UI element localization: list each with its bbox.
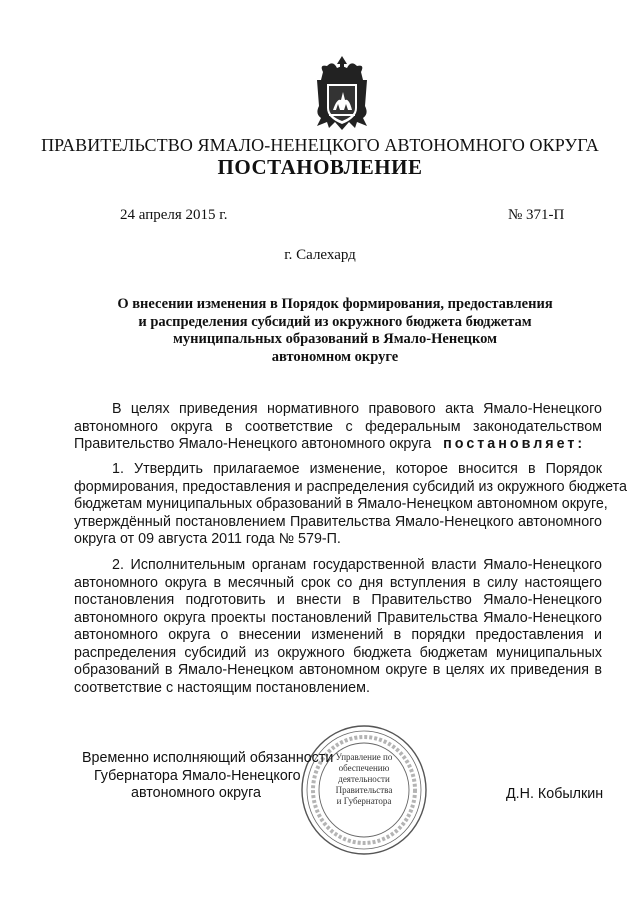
paragraph-line: распределения субсидий из окружного бюджета бюджетам муниципальных — [74, 644, 602, 661]
paragraph-line: автономного округа о внесении изменений в порядки предоставления и — [74, 627, 602, 643]
paragraph-line: постановления подготовить и внести в Правительство Ямало-Ненецкого — [74, 592, 602, 608]
paragraph-line: автономного округа в соответствие с федеральным законодательством — [74, 418, 602, 435]
item-2-paragraph — [74, 557, 602, 697]
stamp-line: Управление по — [335, 752, 393, 762]
coat-of-arms-emblem — [311, 54, 373, 136]
stamp-line: и Губернатора — [336, 796, 392, 806]
paragraph-line: утверждённый постановлением Правительства Ямало-Ненецкого автономного — [74, 513, 602, 530]
title-line: муниципальных образований в Ямало-Ненецком — [172, 331, 497, 348]
document-number: № 371-П — [508, 207, 565, 223]
item-1-paragraph — [74, 461, 627, 549]
signatory-name: Д.Н. Кобылкин — [506, 786, 604, 802]
paragraph-line: формирования, предоставления и распределения субсидий из окружного бюджета — [74, 478, 627, 495]
preamble-paragraph — [74, 401, 602, 454]
paragraph-line: 1. Утвердить прилагаемое изменение, которое вносится в Порядок — [112, 461, 602, 477]
stamp-line: Правительства — [335, 785, 393, 795]
title-line: О внесении изменения в Порядок формирования, предоставления — [117, 296, 553, 312]
decree-word: постановляет: — [443, 436, 586, 452]
position-line: Временно исполняющий обязанности — [82, 750, 334, 766]
stamp-line: деятельности — [338, 774, 390, 784]
organization-name: ПРАВИТЕЛЬСТВО ЯМАЛО-НЕНЕЦКОГО АВТОНОМНОГО ОКРУГА — [41, 135, 599, 155]
document-type-heading: ПОСТАНОВЛЕНИЕ — [217, 155, 423, 179]
title-line: и распределения субсидий из окружного бюджета бюджетам — [138, 313, 532, 330]
paragraph-line: автономного округа в месячный срок со дня вступления в силу настоящего — [74, 574, 602, 591]
position-line: автономного округа — [131, 785, 261, 801]
paragraph-line: соответствие с настоящим постановлением. — [74, 679, 370, 696]
preamble-subject: Правительство Ямало-Ненецкого автономного округа — [74, 436, 432, 452]
paragraph-line — [74, 436, 602, 454]
paragraph-line: бюджетам муниципальных образований в Ямало-Ненецком автономном округе, — [74, 496, 608, 512]
document-title — [100, 296, 570, 366]
paragraph-line: образований в Ямало-Ненецком автономном округе в целях их приведения в — [74, 662, 602, 678]
paragraph-line: 2. Исполнительным органам государственной власти Ямало-Ненецкого — [112, 557, 602, 573]
document-city: г. Салехард — [284, 247, 356, 263]
title-line: автономном округе — [271, 348, 399, 365]
paragraph-line: автономного округа проекты постановлений Правительства Ямало-Ненецкого — [74, 609, 602, 626]
document-date: 24 апреля 2015 г. — [120, 207, 228, 223]
position-line: Губернатора Ямало-Ненецкого — [94, 767, 301, 784]
stamp-line: обеспечению — [338, 763, 390, 773]
signatory-position — [82, 750, 334, 803]
paragraph-line: округа от 09 августа 2011 года № 579-П. — [74, 531, 341, 547]
paragraph-line: В целях приведения нормативного правового акта Ямало-Ненецкого — [112, 401, 602, 417]
